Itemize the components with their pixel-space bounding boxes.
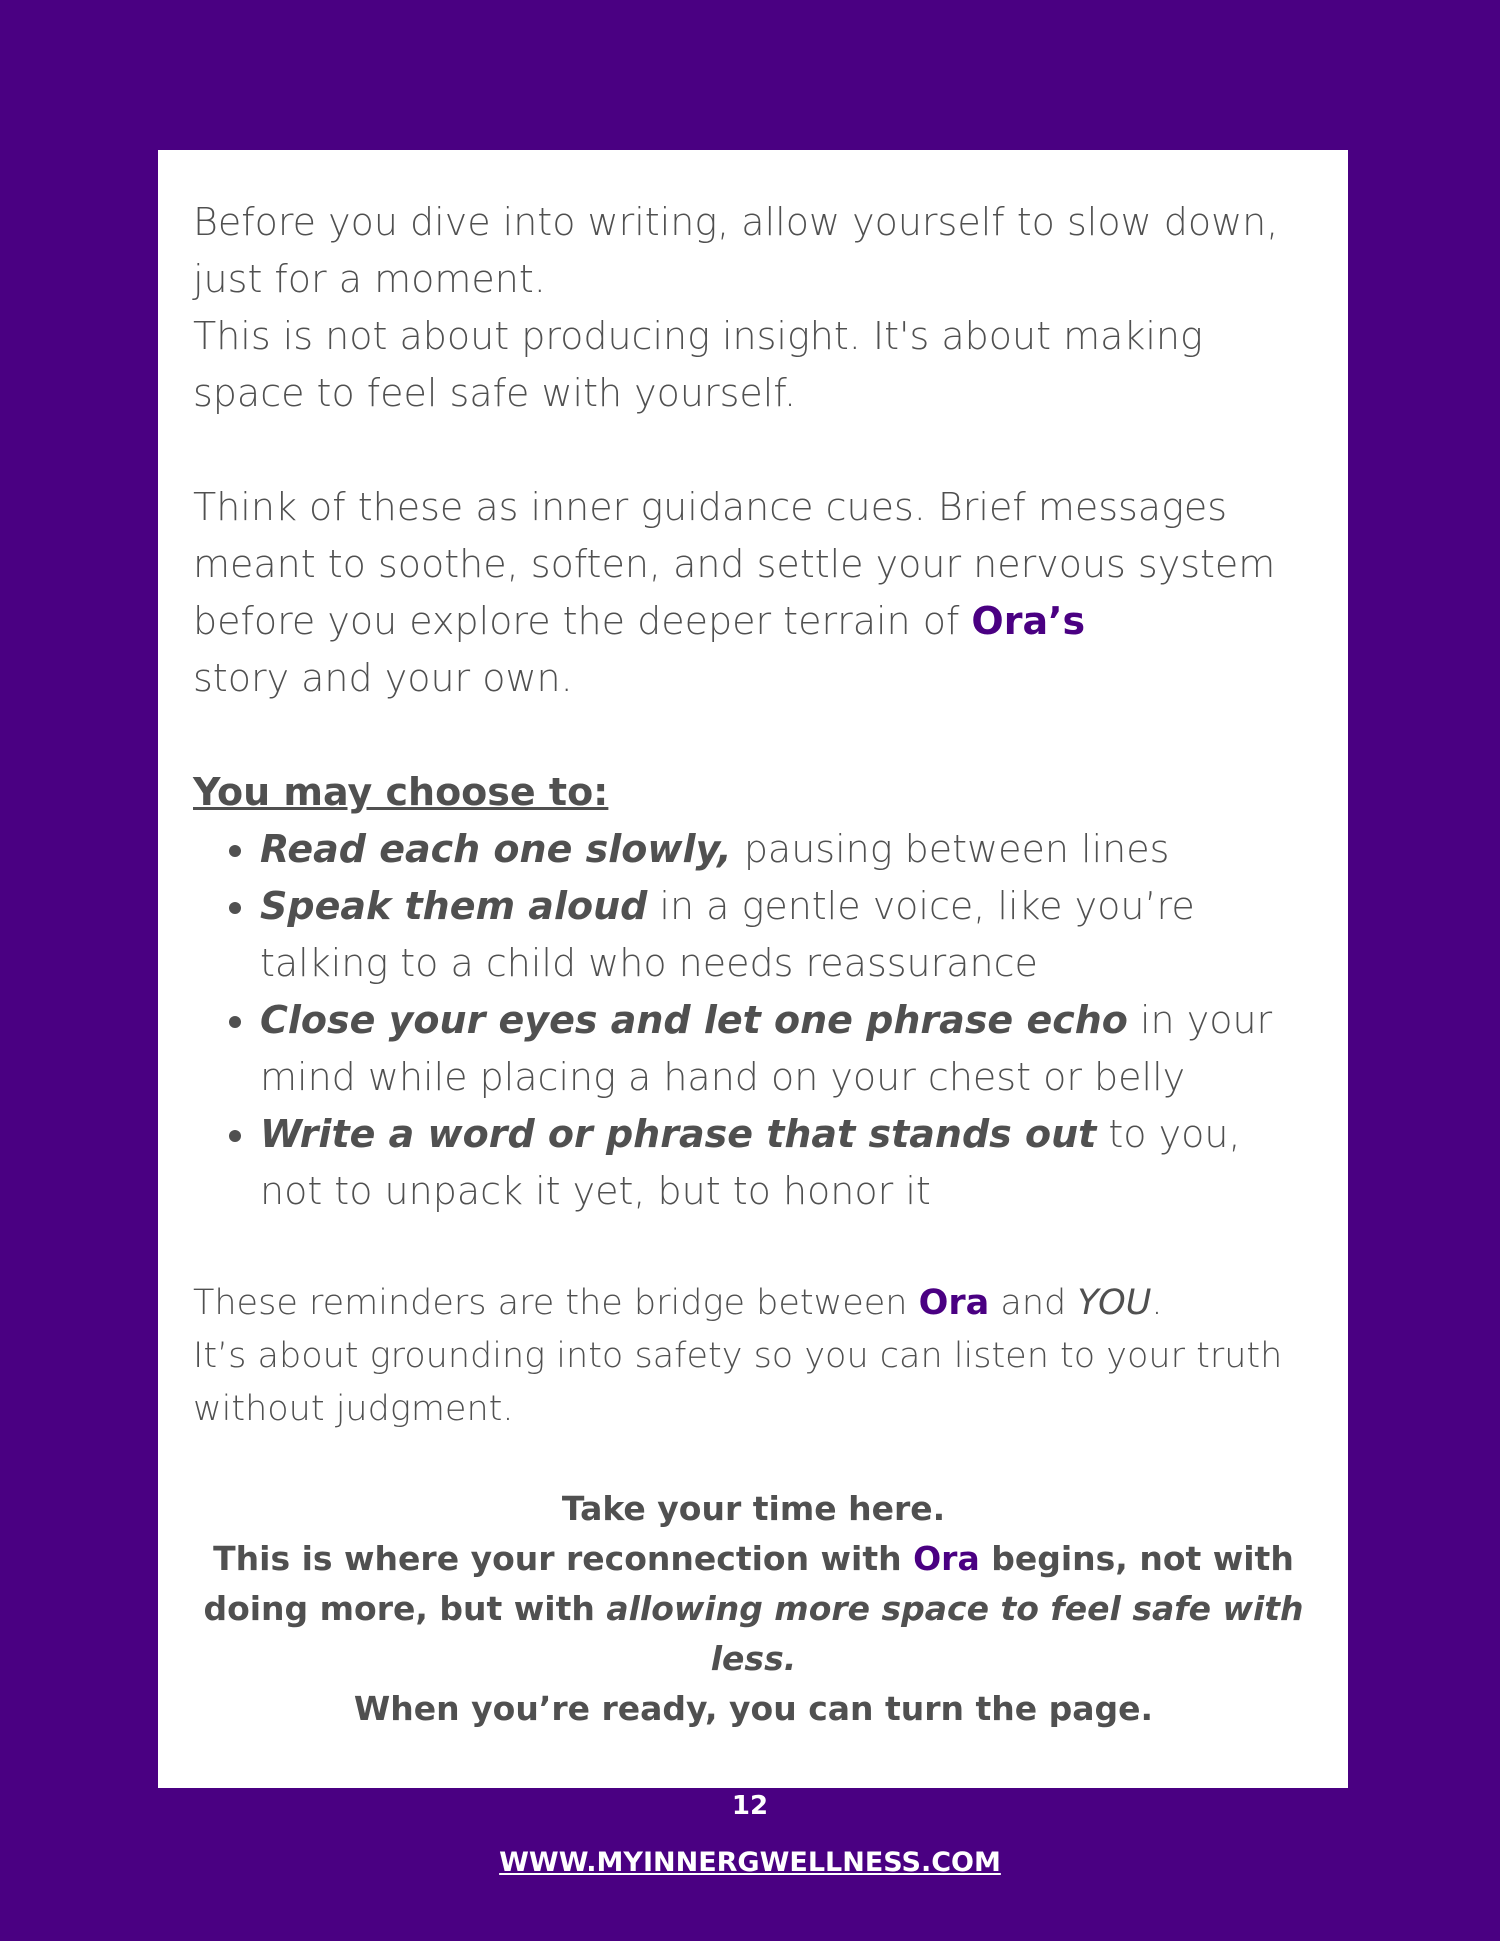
list-item [260, 821, 1314, 878]
closing-italic: allowing more space to feel safe with less. [606, 1589, 1304, 1678]
guidance-paragraph [193, 479, 1314, 707]
list-item-emphasis: Speak them aloud [260, 884, 648, 928]
content-card [158, 150, 1348, 1788]
intro-paragraph [193, 194, 1314, 422]
closing-line-2-cont: begins, not with doing more, but with [203, 1539, 1294, 1628]
choices-heading: You may choose to: [193, 770, 609, 814]
page-number: 12 [731, 1791, 769, 1821]
ora-name: Ora [918, 1283, 990, 1323]
list-item-text: to you, not to unpack it yet, but to honor it [260, 1112, 1241, 1213]
website-link[interactable]: WWW.MYINNERGWELLNESS.COM [499, 1847, 1001, 1878]
intro-line-2: This is not about producing insight. It's about making space to feel safe with yourself. [193, 314, 1203, 415]
reminder-period: . [1151, 1283, 1163, 1323]
ora-name: Ora’s [971, 599, 1086, 643]
reminder-line-2: It’s about grounding into safety so you can listen to your truth without judgment. [193, 1336, 1283, 1429]
reminder-and: and [989, 1283, 1078, 1323]
ora-name: Ora [913, 1539, 980, 1578]
closing-block [193, 1484, 1314, 1734]
list-item-emphasis: Read each one slowly, [260, 827, 732, 871]
list-item-text: pausing between lines [731, 827, 1170, 871]
closing-line-1: Take your time here. [561, 1489, 946, 1528]
reminder-text: These reminders are the bridge between [193, 1283, 919, 1323]
list-item-emphasis: Write a word or phrase that stands out [260, 1112, 1097, 1156]
guidance-text: Think of these as inner guidance cues. Brief messages meant to soothe, soften, and settle your nervous system before you explore the deeper terrain of [193, 485, 1276, 643]
closing-line-3: When you’re ready, you can turn the page. [353, 1689, 1154, 1728]
reminder-you: YOU [1077, 1283, 1152, 1323]
intro-line-1: Before you dive into writing, allow yourself to slow down, just for a moment. [193, 200, 1279, 301]
choices-list [193, 821, 1314, 1220]
reminder-paragraph [193, 1277, 1314, 1436]
list-item [260, 1106, 1314, 1220]
list-item-emphasis: Close your eyes and let one phrase echo [260, 998, 1128, 1042]
closing-line-2: This is where your reconnection with [213, 1539, 914, 1578]
list-item [260, 878, 1314, 992]
list-item-text: in your mind while placing a hand on your chest or belly [260, 998, 1273, 1099]
list-item-text: in a gentle voice, like you’re talking to a child who needs reassurance [260, 884, 1195, 985]
list-item [260, 992, 1314, 1106]
guidance-text-end: story and your own. [193, 656, 573, 700]
